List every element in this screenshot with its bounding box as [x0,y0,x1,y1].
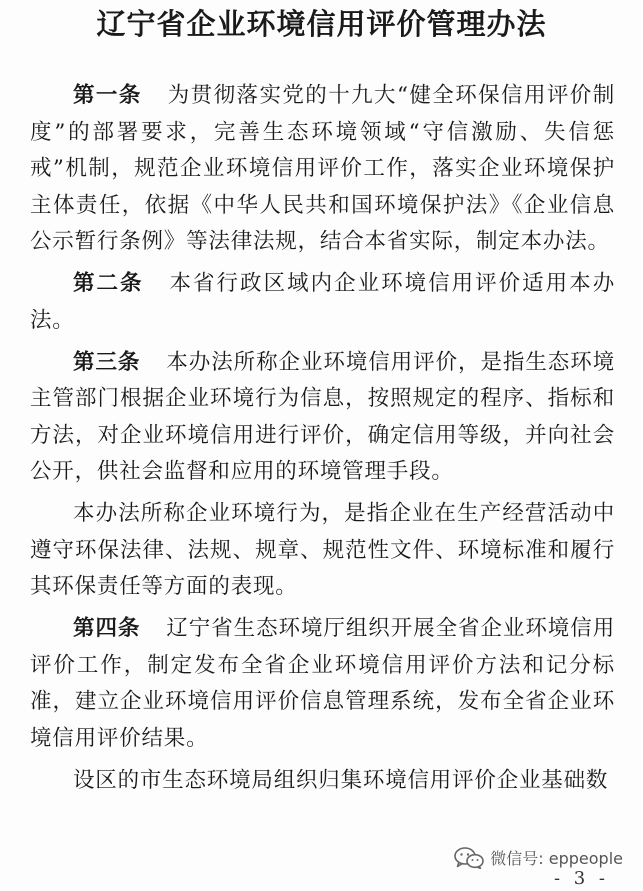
article-text: 本办法所称企业环境信用评价，是指生态环境主管部门根据企业环境行为信息，按照规定的程序、指标和方法，对企业环境信用进行评价，确定信用等级，并向社会公开，供社会监督和应用的环境管理手段。 [30,349,615,484]
article-text: 辽宁省生态环境厅组织开展全省企业环境信用评价工作，制定发布全省企业环境信用评价方法和记分标准，建立企业环境信用评价信息管理系统，发布全省企业环境信用评价结果。 [30,616,615,751]
article-3 [30,345,615,491]
article-4-paragraph-2 [30,763,615,800]
article-3-paragraph-2 [30,496,615,606]
article-text: 本省行政区域内企业环境信用评价适用本办法。 [30,271,615,333]
article-number: 第三条 [73,349,141,375]
article-number: 第二条 [73,271,144,296]
page-number: - 3 - [553,868,609,889]
watermark-text: 微信号: eppeople [490,849,623,868]
article-2 [30,266,615,339]
document-title: 辽宁省企业环境信用评价管理办法 [96,7,547,41]
article-4 [30,611,615,757]
article-number: 第一条 [73,83,142,108]
paragraph-text: 设区的市生态环境局组织归集环境信用评价企业基础数 [73,767,609,793]
article-text: 为贯彻落实党的十九大“健全环保信用评价制度”的部署要求，完善生态环境领域“守信激励、失信惩戒”机制，规范企业环境信用评价工作，落实企业环境保护主体责任，依据《中华人民共和国环境保护法》《企业信息公示暂行条例》等法律法规，结合本省实际，制定本办法。 [30,83,615,254]
document-body [30,78,615,805]
article-number: 第四条 [73,616,141,641]
article-1 [30,78,615,261]
wechat-watermark [454,846,623,869]
wechat-icon [454,847,484,869]
paragraph-text: 本办法所称企业环境行为，是指企业在生产经营活动中遵守环保法律、法规、规章、规范性文件、环境标准和履行其环保责任等方面的表现。 [30,501,615,599]
